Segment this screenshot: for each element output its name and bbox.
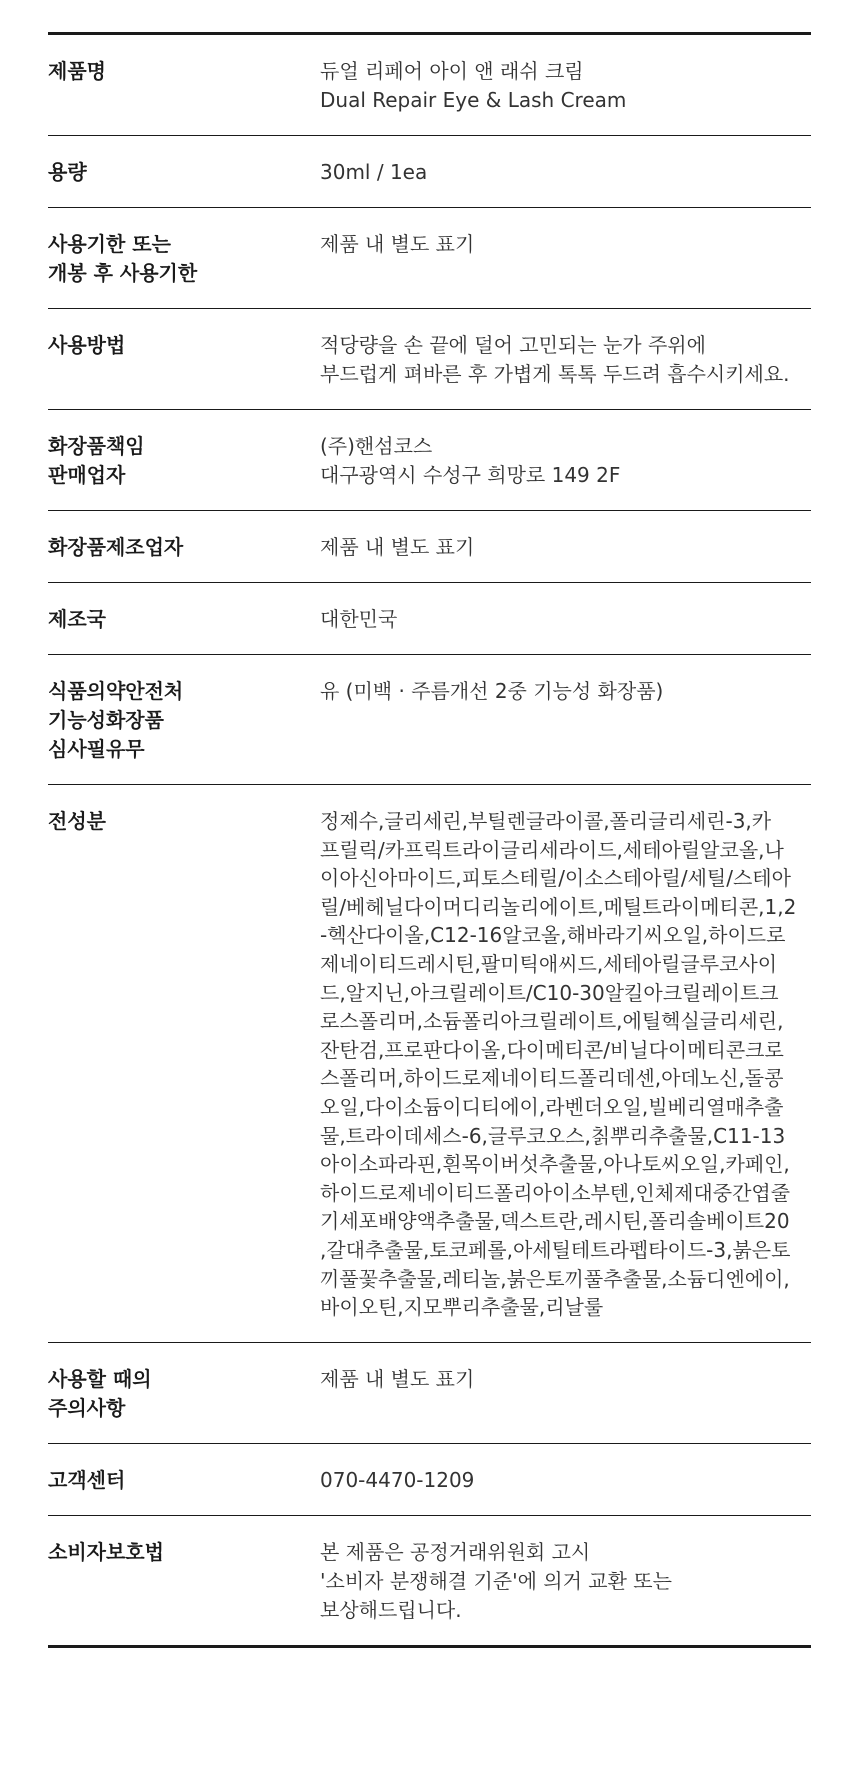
row-functional-review — [48, 654, 811, 784]
row-label: 고객센터 — [48, 1467, 126, 1492]
row-value: 대한민국 — [320, 607, 398, 631]
row-label: 사용할 때의 주의사항 — [48, 1366, 152, 1420]
row-distributor — [48, 409, 811, 510]
row-label: 소비자보호법 — [48, 1539, 164, 1564]
row-value: 제품 내 별도 표기 — [320, 232, 475, 256]
row-ingredients — [48, 784, 811, 1342]
ingredients-list: 정제수,글리세린,부틸렌글라이콜,폴리글리세린-3,카 프릴릭/카프릭트라이글리세라이드,세테아릴알코올,나 이아신아마이드,피토스테릴/이소스테아릴/세틸/스테아 릴/베헤닐다이머디리놀리에이트,메틸트라이메티콘,1,2 -헥산다이올,C12-16알코올,해바라기씨오일,하이드로 제네이티드레시틴,팔미틱애씨드,세테아릴글루코사이 드,알지닌,아크릴레이트/C10-30알킬아크릴레이트크 로스폴리머,소듐폴리아크릴레이트,에틸헥실글리세린, 잔탄검,프로판다이올,다이메티콘/비닐다이메티콘크로 스폴리머,하이드로제네이티드폴리데센,아데노신,돌콩 오일,다이소듐이디티에이,라벤더오일,빌베리열매추출 물,트라이데세스-6,글루코오스,칡뿌리추출물,C11-13 아이소파라핀,흰목이버섯추출물,아나토씨오일,카페인, 하이드로제네이티드폴리아이소부텐,인체제대중간엽줄 기세포배양액추출물,덱스트란,레시틴,폴리솔베이트20 ,갈대추출물,토코페롤,아세틸테트라펩타이드-3,붉은토 끼풀꽃추출물,레티놀,붉은토끼풀추출물,소듐디엔에이, 바이오틴,지모뿌리추출물,리날룰 — [320, 809, 797, 1320]
row-consumer-protection — [48, 1515, 811, 1645]
row-value: 적당량을 손 끝에 덜어 고민되는 눈가 주위에 부드럽게 펴바른 후 가볍게 톡톡 두드려 흡수시키세요. — [320, 333, 790, 386]
row-label: 사용방법 — [48, 333, 126, 357]
row-value: (주)핸섬코스 대구광역시 수성구 희망로 149 2F — [320, 434, 621, 487]
row-label: 화장품제조업자 — [48, 535, 184, 559]
row-label: 용량 — [48, 160, 87, 184]
row-precautions — [48, 1342, 811, 1443]
row-expiry — [48, 207, 811, 308]
row-label: 식품의약안전처 기능성화장품 심사필유무 — [48, 679, 184, 761]
row-value: 유 (미백 · 주름개선 2중 기능성 화장품) — [320, 679, 664, 703]
row-label: 사용기한 또는 개봉 후 사용기한 — [48, 232, 198, 285]
row-usage — [48, 308, 811, 409]
row-label: 화장품책임 판매업자 — [48, 434, 145, 487]
row-label: 제품명 — [48, 59, 106, 83]
row-country — [48, 582, 811, 654]
row-value: 제품 내 별도 표기 — [320, 1366, 475, 1391]
row-value: 070-4470-1209 — [320, 1467, 475, 1492]
row-manufacturer — [48, 510, 811, 582]
row-value: 30ml / 1ea — [320, 160, 428, 184]
row-value: 제품 내 별도 표기 — [320, 535, 475, 559]
row-capacity — [48, 135, 811, 207]
row-label: 전성분 — [48, 809, 106, 833]
row-product-name — [48, 35, 811, 135]
row-customer-center — [48, 1443, 811, 1515]
product-info-table — [48, 32, 811, 1648]
row-value: 듀얼 리페어 아이 앤 래쉬 크림 Dual Repair Eye & Lash Cream — [320, 59, 627, 112]
row-value: 본 제품은 공정거래위원회 고시 '소비자 분쟁해결 기준'에 의거 교환 또는 보상해드립니다. — [320, 1539, 672, 1622]
row-label: 제조국 — [48, 607, 106, 631]
